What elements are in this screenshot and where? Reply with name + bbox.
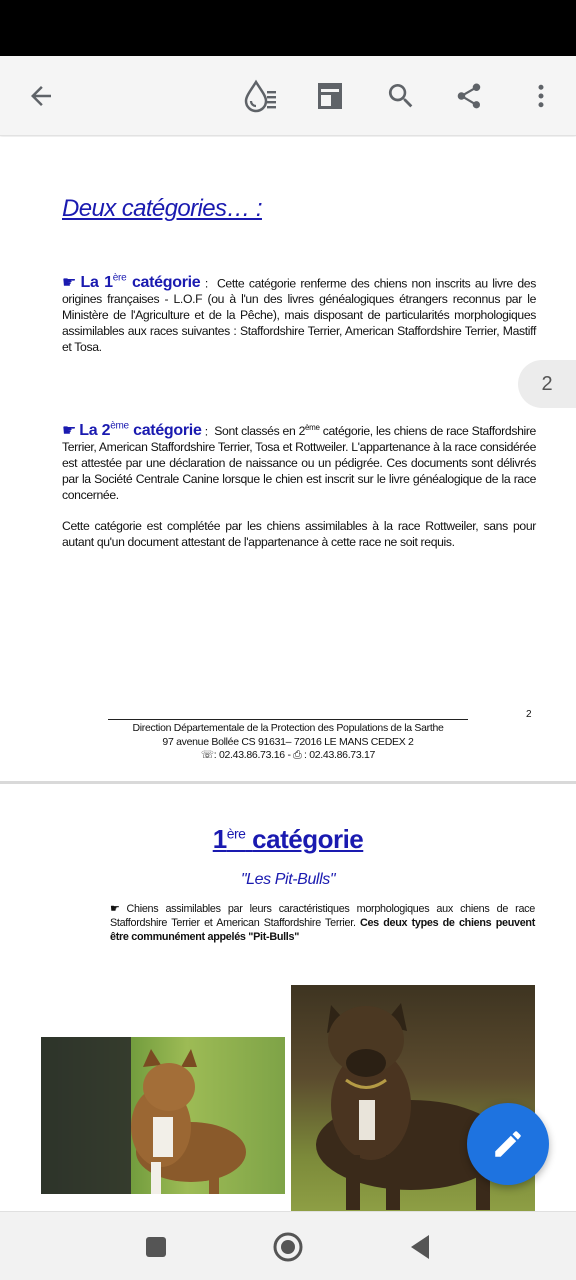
reading-mode-button[interactable]: [310, 76, 350, 116]
home-button[interactable]: [268, 1227, 308, 1267]
category-2-heading: La 2ème catégorie: [79, 421, 202, 440]
page-3-title: 1ère catégorie: [212, 824, 364, 854]
footer-line-2: 97 avenue Bollée CS 91631– 72016 LE MANS CEDEX 2: [162, 735, 414, 748]
app-toolbar: [0, 56, 576, 136]
system-navigation-bar: [0, 1211, 576, 1280]
pointing-hand-icon: ☛: [110, 903, 120, 915]
pointing-hand-icon: ☛: [62, 274, 76, 292]
category-2-paragraph: ☛ La 2ème catégorie : Sont classés en 2ème catégorie, les chiens de race Staffordshire Terrier, American Staffordshire Terrier, Tosa et Rottweiler. L'appartenance à la race considérée est attestée par une déclaration de naissance ou un pédigrée. Ces documents sont délivrés par la Société Centrale Canine lorsque le chien est inscrit sur le livre généalogique de la race concernée.: [62, 421, 536, 503]
pdf-page-2: [0, 137, 576, 781]
rottweiler-paragraph: Cette catégorie est complétée par les chiens assimilables à la race Rottweiler, sans pour autant qu'un document attestant de l'appartenance à cette race ne soit requis.: [62, 519, 536, 549]
back-button[interactable]: [21, 76, 61, 116]
pointing-hand-icon: ☛: [62, 422, 76, 440]
search-icon: [385, 80, 417, 112]
page-3-subtitle: "Les Pit-Bulls": [240, 871, 336, 888]
footer-line-1: Direction Départementale de la Protection des Populations de la Sarthe: [132, 722, 444, 734]
arrow-left-icon: [26, 81, 56, 111]
recents-button[interactable]: [136, 1227, 176, 1267]
dog-photo-staffordshire: [41, 1037, 285, 1194]
recents-square-icon: [144, 1235, 168, 1259]
back-triangle-icon: [408, 1234, 432, 1260]
reading-mode-icon: [315, 80, 345, 112]
more-options-button[interactable]: [521, 76, 561, 116]
page-indicator-badge: 2: [518, 360, 576, 408]
share-button[interactable]: [449, 76, 489, 116]
category-1-heading: La 1ère catégorie: [80, 273, 201, 292]
more-vert-icon: [526, 81, 556, 111]
pit-bull-bullet: ☛ Chiens assimilables par leurs caractéristiques morphologiques aux chiens de race Staffordshire Terrier et American Staffordshire Terrier. Ces deux types de chiens peuvent être communément appelés "Pit-Bulls": [110, 903, 535, 943]
status-bar: [0, 0, 576, 56]
footer-line-3: ☏: 02.43.86.73.16 - ⎙ : 02.43.86.73.17: [200, 749, 376, 761]
footer-divider: [108, 719, 468, 720]
edit-fab-button[interactable]: [467, 1103, 549, 1185]
share-icon: [454, 81, 484, 111]
ink-drop-icon: [241, 77, 279, 115]
category-2-text: Sont classés en 2ème catégorie, les chiens de race Staffordshire Terrier, American Staffordshire Terrier, Tosa et Rottweiler. L'appartenance à la race considérée est attestée par une déclaration de naissance ou un pédigrée. Ces documents sont délivrés par la Société Centrale Canine lorsque le chien est inscrit sur le livre généalogique de la race concernée.: [62, 423, 536, 503]
ink-drop-button[interactable]: [240, 76, 280, 116]
page-title: Deux catégories… :: [62, 195, 262, 222]
home-circle-icon: [272, 1231, 304, 1263]
category-1-paragraph: ☛ La 1ère catégorie : Cette catégorie renferme des chiens non inscrits au livre des origines françaises - L.O.F (ou à l'un des livres généalogiques étrangers reconnus par le Ministère de l'Agriculture et de la Pêche), mais disposant de particularités morphologiques assimilables aux races suivantes : Staffordshire Terrier, American Staffordshire Terrier, Mastiff et Tosa.: [62, 273, 536, 355]
edit-pencil-icon: [491, 1127, 525, 1161]
category-1-text: Cette catégorie renferme des chiens non inscrits au livre des origines françaises - L.O.F (ou à l'un des livres généalogiques étrangers reconnus par le Ministère de l'Agriculture et de la Pêche), mais disposant de particularités morphologiques assimilables aux races suivantes : Staffordshire Terrier, American Staffordshire Terrier, Mastiff et Tosa.: [62, 276, 536, 355]
page-number: 2: [526, 709, 532, 720]
page-footer: [108, 722, 468, 763]
search-button[interactable]: [381, 76, 421, 116]
document-viewer[interactable]: [0, 137, 576, 1211]
nav-back-button[interactable]: [400, 1227, 440, 1267]
